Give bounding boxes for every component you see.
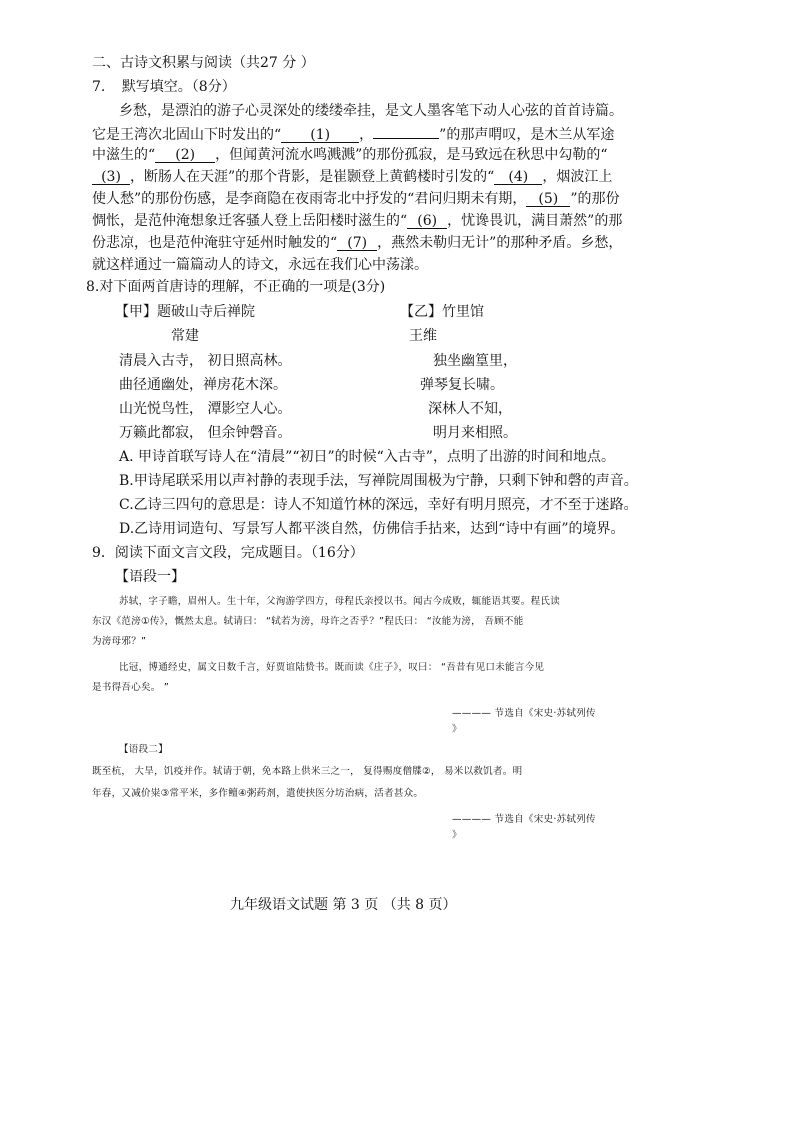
segment-1-line: 为滂母邪？”	[92, 636, 147, 647]
segment-1-source-end: 》	[452, 724, 462, 735]
option-d[interactable]: D.乙诗用词造句、写景写人都平淡自然，仿佛信手拈来，达到“诗中有画”的境界。	[119, 521, 625, 537]
blank-5[interactable]: (5)	[526, 190, 570, 207]
section-title: 二、古诗文积累与阅读（共27 分 ）	[92, 55, 315, 71]
q7-title: 默写填空。（8分）	[121, 79, 236, 95]
segment-1-line: 苏轼，字子瞻，眉州人。生十年，父洵游学四方，母程氏亲授以书。闻古今成败，辄能语其要。程氏读	[119, 596, 561, 607]
q7-line-7: 份悲凉，也是范仲淹驻守延州时触发的“ (7) ，燕然未勒归无计”的那种矛盾。乡愁，	[92, 235, 623, 251]
q7-line-4: (3) ，断肠人在天涯”的那个背影，是崔颢登上黄鹤楼时引发的“ (4) ，烟波江上	[92, 166, 612, 188]
segment-1-label: 【语段一】	[115, 569, 185, 585]
blank-1b[interactable]	[373, 122, 439, 139]
segment-1-source: ———— 节选自《宋史·苏轼列传	[452, 708, 596, 719]
blank-2[interactable]: (2)	[155, 146, 215, 163]
q7-heading	[92, 76, 236, 98]
q7-line-3: 中滋生的“ (2) ，但闻黄河流水鸣溅溅”的那份孤寂，是马致远在秋思中勾勒的“	[92, 147, 608, 163]
blank-7[interactable]: (7)	[337, 234, 377, 251]
poem-b-line: 明月来相照。	[433, 425, 517, 441]
blank-1[interactable]: (1)	[281, 126, 359, 143]
segment-2-line: 年春，又减价粜③常平米，多作鳣④粥药剂，遣使挟医分坊治病，活者甚众。	[92, 788, 424, 799]
q7-number: 7.	[92, 79, 106, 95]
poem-b-line: 弹琴复长啸。	[420, 377, 504, 393]
q8-heading: 8.对下面两首唐诗的理解，不正确的一项是(3分)	[86, 279, 386, 295]
segment-1-line: 比冠，博通经史，属文日数千言，好贾谊陆贽书。既而读《庄子》，叹曰： “吾昔有见口未能言今见	[119, 662, 545, 673]
poem-a-line: 山光悦鸟性， 潭影空人心。	[119, 401, 292, 417]
q9-heading: 9．阅读下面文言文段，完成题目。（16分）	[92, 545, 364, 561]
poem-a-author: 常建	[171, 328, 199, 344]
segment-2-line: 既至杭， 大旱，饥疫并作。轼请于朝，免本路上供米三之一， 复得赐度僧牒②， 易米以救饥者。明	[92, 766, 523, 777]
poem-a-title: 【甲】题破山寺后禅院	[115, 304, 255, 320]
segment-2-source-end: 》	[452, 830, 462, 841]
segment-1-line: 东汉《范滂①传》，慨然太息。轼请曰： “轼若为滂，母许之否乎？”程氏曰： “汝能为滂， 吾顾不能	[92, 616, 524, 627]
option-a[interactable]: A. 甲诗首联写诗人在“清晨”“初日”的时候“入古寺”，点明了出游的时间和地点。	[119, 449, 615, 465]
segment-2-source: ———— 节选自《宋史·苏轼列传	[452, 814, 596, 825]
poem-a-line: 曲径通幽处，禅房花木深。	[119, 377, 287, 393]
poem-b-author: 王维	[409, 328, 437, 344]
poem-b-line: 独坐幽篁里，	[433, 353, 517, 369]
blank-6[interactable]: (6)	[407, 212, 447, 229]
segment-2-label: 【语段二】	[119, 744, 169, 755]
poem-b-line: 深林人不知，	[428, 401, 512, 417]
poem-b-title: 【乙】竹里馆	[400, 304, 484, 320]
q7-line-5: 使人愁”的那份伤感，是李商隐在夜雨寄北中抒发的“君问归期未有期， (5) ”的那份	[92, 191, 620, 207]
option-b[interactable]: B.甲诗尾联采用以声衬静的表现手法，写禅院周围极为宁静，只剩下钟和磬的声音。	[119, 473, 638, 489]
q7-line-6: 惆怅，是范仲淹想象迁客骚人登上岳阳楼时滋生的“ (6) ，忧谗畏讥，满目萧然”的那	[92, 213, 623, 229]
q7-line-2: 它是王湾次北固山下时发出的“ (1) ， ”的那声喟叹，是木兰从军途	[92, 122, 614, 146]
poem-a-line: 清晨入古寺， 初日照高林。	[119, 353, 292, 369]
blank-4[interactable]: (4)	[494, 168, 542, 185]
q7-line-1: 乡愁，是漂泊的游子心灵深处的缕缕牵挂，是文人墨客笔下动人心弦的首首诗篇。	[119, 103, 623, 119]
q7-line-8: 就这样通过一篇篇动人的诗文，永远在我们心中荡漾。	[92, 257, 428, 273]
poem-a-line: 万籁此都寂， 但余钟磬音。	[119, 425, 292, 441]
page-footer: 九年级语文试题 第 3 页 （共 8 页）	[230, 897, 457, 913]
option-c[interactable]: C.乙诗三四句的意思是：诗人不知道竹林的深远，幸好有明月照亮，才不至于迷路。	[119, 497, 638, 513]
segment-1-line: 是书得吾心矣。 ”	[92, 682, 170, 693]
blank-3[interactable]: (3)	[92, 168, 130, 185]
